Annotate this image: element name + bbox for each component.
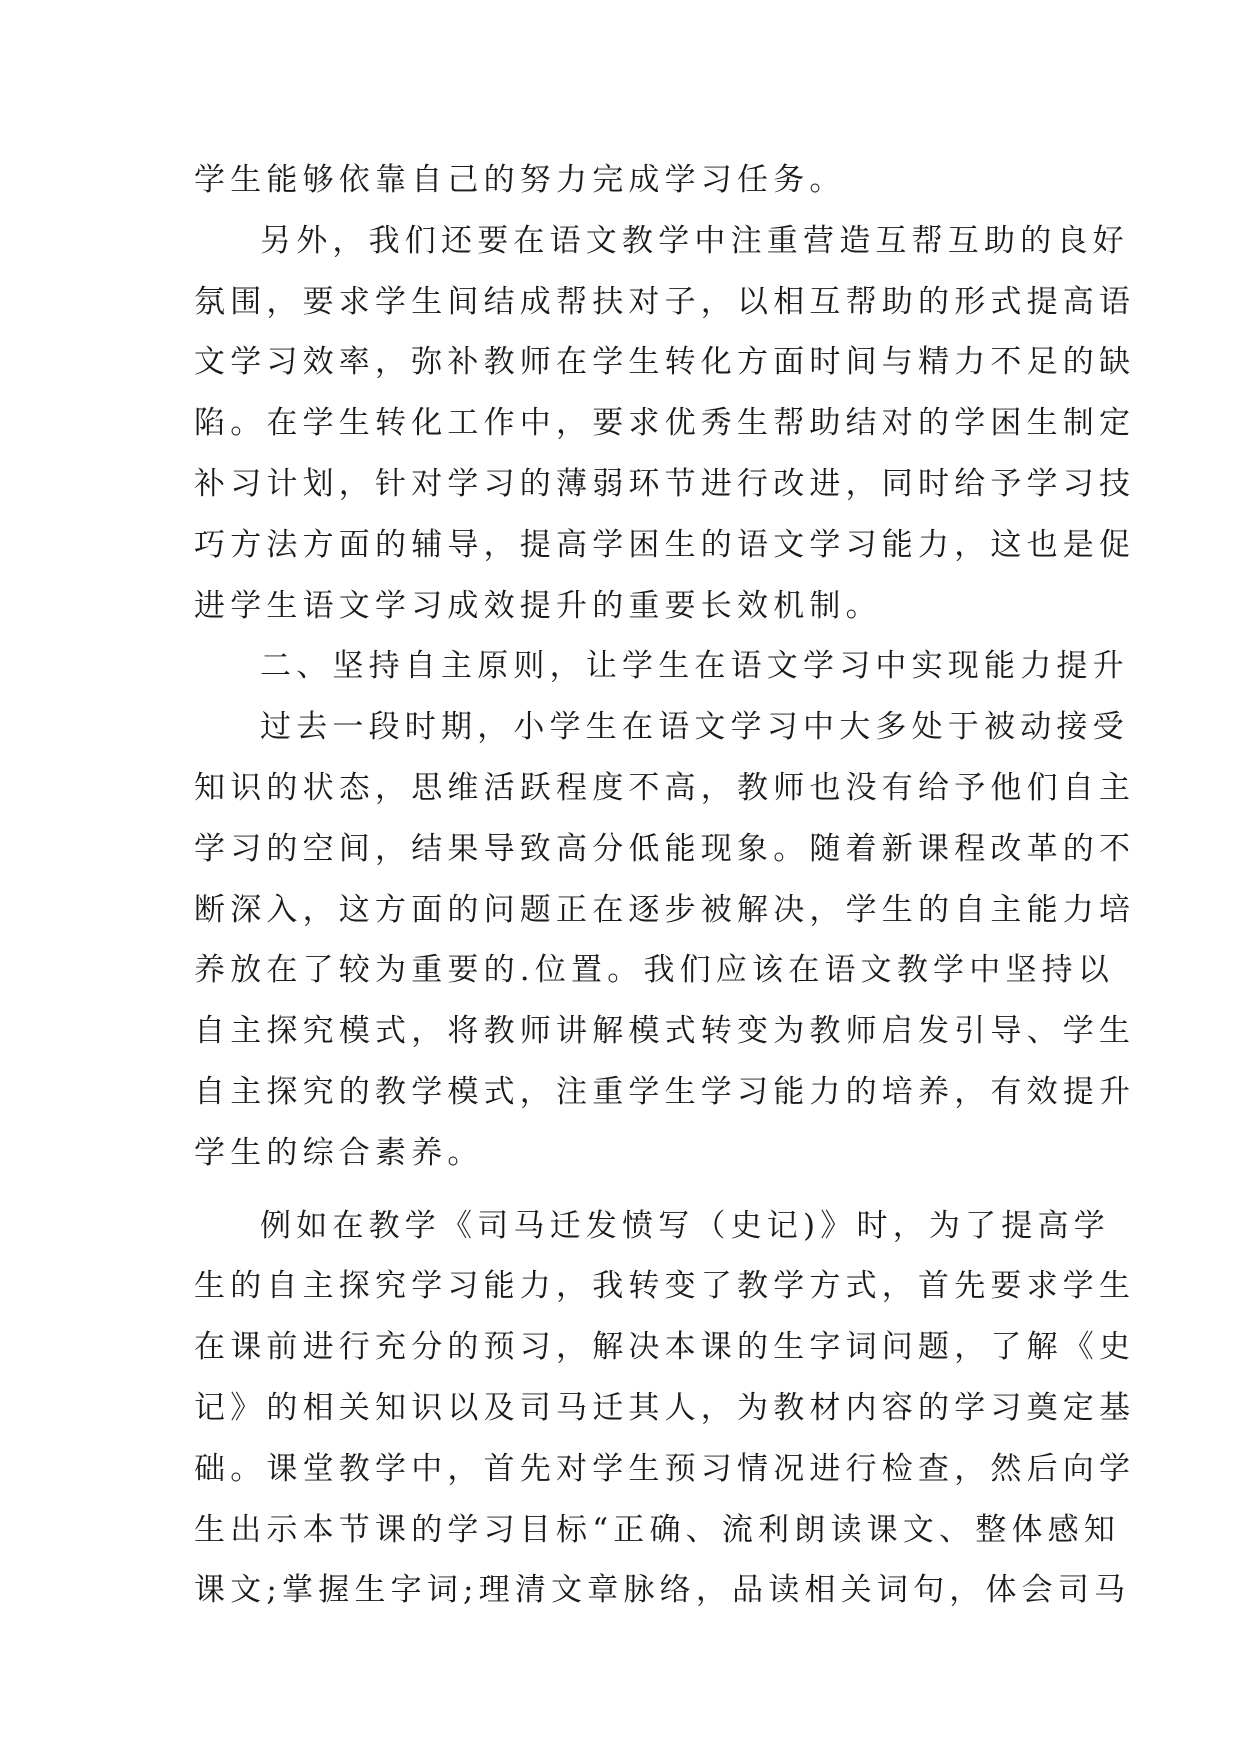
text-line: 学习的空间，结果导致高分低能现象。随着新课程改革的不 [194,830,1136,867]
text-line: 础。课堂教学中，首先对学生预习情况进行检查，然后向学 [194,1450,1136,1487]
text-line: 生出示本节课的学习目标“正确、流利朗读课文、整体感知 [194,1511,1121,1548]
text-line: 学生能够依靠自己的努力完成学习任务。 [194,162,846,198]
text-line: 断深入，这方面的问题正在逐步被解决，学生的自主能力培 [194,891,1136,928]
text-line: 在课前进行充分的预习，解决本课的生字词问题，了解《史 [194,1329,1136,1366]
text-line: 生的自主探究学习能力，我转变了教学方式，首先要求学生 [194,1268,1136,1305]
text-line: 课文;掌握生字词;理清文章脉络，品读相关词句，体会司马 [194,1572,1131,1609]
text-line: 学生的综合素养。 [194,1134,484,1171]
text-line: 记》的相关知识以及司马迁其人，为教材内容的学习奠定基 [194,1389,1136,1426]
paragraph-start-line: 另外，我们还要在语文教学中注重营造互帮互助的良好 [260,222,1129,259]
body-text [194,150,1136,1621]
text-line: 陷。在学生转化工作中，要求优秀生帮助结对的学困生制定 [194,405,1136,442]
text-line: 自主探究的教学模式，注重学生学习能力的培养，有效提升 [194,1073,1136,1110]
paragraph-start-line: 过去一段时期，小学生在语文学习中大多处于被动接受 [260,709,1129,746]
section-heading: 二、坚持自主原则，让学生在语文学习中实现能力提升 [260,648,1129,685]
text-line: 进学生语文学习成效提升的重要长效机制。 [194,587,882,624]
text-line: 巧方法方面的辅导，提高学困生的语文学习能力，这也是促 [194,526,1136,563]
paragraph-start-line: 例如在教学《司马迁发愤写（史记)》时，为了提高学 [260,1207,1110,1244]
text-line: 知识的状态，思维活跃程度不高，教师也没有给予他们自主 [194,769,1136,806]
text-line: 文学习效率，弥补教师在学生转化方面时间与精力不足的缺 [194,344,1136,381]
text-line: 补习计划，针对学习的薄弱环节进行改进，同时给予学习技 [194,465,1136,502]
text-line: 自主探究模式，将教师讲解模式转变为教师启发引导、学生 [194,1013,1136,1050]
text-line: 氛围，要求学生间结成帮扶对子，以相互帮助的形式提高语 [194,283,1136,320]
text-line: 养放在了较为重要的.位置。我们应该在语文教学中坚持以 [194,952,1115,989]
